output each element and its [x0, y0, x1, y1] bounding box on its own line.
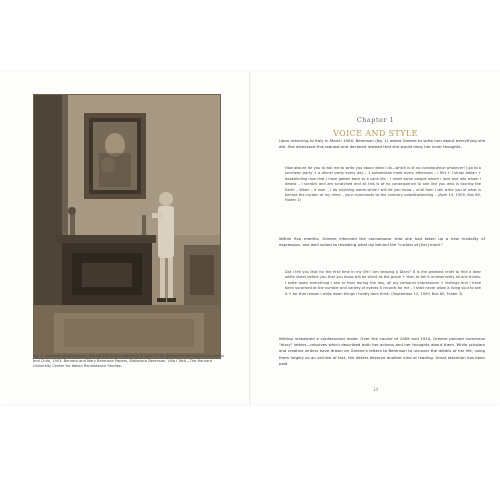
chapter-title: VOICE AND STYLE [333, 129, 418, 138]
figure-caption: Fig. 1. Unknown photographer, Bernard Berenson standing in front of the Domenico Veneziano's Madonna and Child, 1903. Bernard and Mary Berenson Papers, Biblioteca Berenson, Villa I Tatti—The Harvard University Center for Italian Renaissance Studies. [33, 354, 224, 368]
body-paragraph: Writing unleashed a confessional mode. Over the course of 1909 and 1910, Greene penned numerous "diary" letters—missives which described both her actions and her thoughts about them. While scholars and creative writers have drawn on Greene's letters to Berenson to uncover the details of her life, using them largely as an archive of fact, the letters deserve another kind of reading. Scant attention has been paid [279, 336, 485, 366]
photograph [33, 94, 221, 359]
chapter-label: Chapter 1 [356, 116, 395, 124]
page-number: 14 [372, 387, 379, 392]
block-quote: How absurd for you to ask me to write you about what I do—which is of no consequence whatever! I go to a luncheon party + a dinner party every day – 1 automobile meet every afternoon – I flirt + I study Italian + bookbinding now that I have gotten back to a sane life – I meet some people whom I love and lots whom I detest – I scratch and am scratched and all this is of no consequence to one like you who is touring the Earth – When – if ever – I do anything worth-while I will let you know – until then I will write you of what is behind the curtain of my mind – your commands to the contrary notwithstanding – (April 19, 1909, Box 60, Folder 2) [285, 166, 481, 203]
block-quote: Did I tell you that for the first time in my life I am keeping a Diary? It is the greatest relief to find a dear white sheet before you that you know will be silent as the grave + then to tell it unreservedly all one thinks. I write down everything I see or hear during the day, all my personal impressions + feelings and I have been surprised at the number and variety of events it records for me – I shall never allow a living soul to see it + for that reason I write down things I hardly dare think. (September 12, 1909, Box 60, Folder 3) [285, 270, 481, 296]
body-paragraph: Upon returning to Italy in March 1909, Berenson (fig. 1) asked Greene to write him about everything she did. She dismissed this request and declared instead that she would relay her inner thoughts. [279, 138, 485, 150]
left-page [0, 72, 249, 404]
body-paragraph: Within five months, Greene informed the connoisseur that she had taken up a new modality of expression, one well suited to revealing what lay behind the "curtain of [her] mind." [279, 236, 485, 248]
right-page [251, 72, 500, 404]
